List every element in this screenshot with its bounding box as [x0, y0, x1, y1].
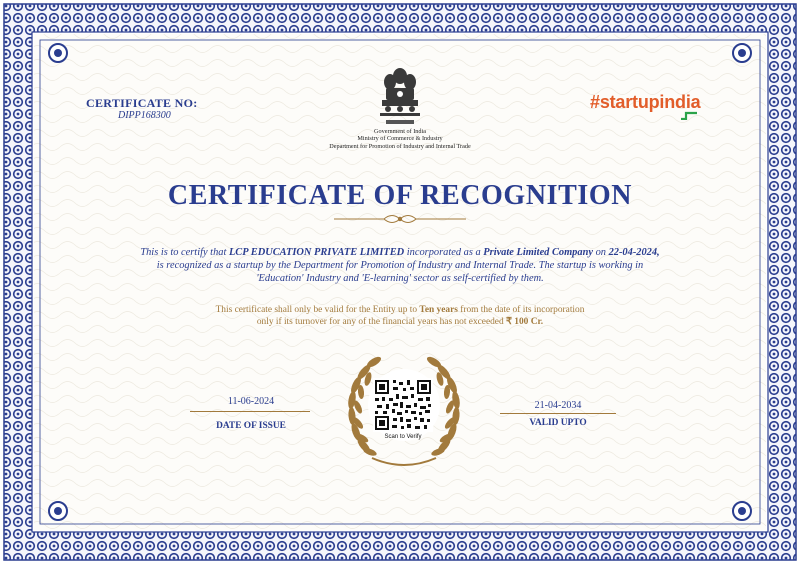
certificate-number-value: DIPP168300	[118, 110, 171, 121]
company-type: Private Limited Company	[483, 247, 593, 258]
national-emblem-icon	[372, 62, 428, 128]
issue-date: 11-06-2024	[227, 396, 275, 407]
recognition-statement	[80, 246, 720, 286]
startup-india-mark-icon	[680, 108, 698, 120]
government-line-1: Government of India	[374, 128, 426, 135]
validity-term: Ten years	[419, 305, 458, 315]
validity-line-1c: from the date of its incorporation	[460, 305, 585, 315]
certificate-number-label: CERTIFICATE NO:	[86, 96, 198, 110]
incorporation-date: 22-04-2024,	[608, 247, 660, 258]
statement-line-3: 'Education' Industry and 'E-learning' sector as self-certified by them.	[256, 273, 544, 285]
issue-date-label: DATE OF ISSUE	[216, 421, 286, 431]
qr-code[interactable]	[373, 378, 433, 432]
government-line-3: Department for Promotion of Industry and Internal Trade	[329, 142, 471, 150]
turnover-limit: ₹ 100 Cr.	[506, 317, 544, 327]
validity-statement	[140, 304, 660, 328]
government-line-2: Ministry of Commerce & Industry	[357, 135, 443, 143]
title-flourish-icon	[330, 212, 470, 226]
valid-upto-label: VALID UPTO	[529, 418, 587, 428]
certificate-title: CERTIFICATE OF RECOGNITION	[167, 180, 633, 211]
issue-divider	[190, 411, 310, 412]
statement-prefix: This is to certify that	[140, 247, 227, 258]
validity-line-2a: only if its turnover for any of the financial years has not exceeded	[256, 317, 504, 327]
statement-mid: incorporated as a	[406, 247, 481, 258]
scan-to-verify-label: Scan to Verify	[384, 434, 422, 440]
valid-upto-date: 21-04-2034	[534, 400, 582, 411]
brand-hash: #	[590, 92, 600, 112]
statement-on: on	[595, 247, 606, 258]
statement-line-2: is recognized as a startup by the Department for Promotion of Industry and Internal Trade. The startup is working in	[156, 260, 644, 272]
validity-line-1a: This certificate shall only be valid for the Entity up to	[215, 305, 418, 315]
government-heading	[290, 128, 510, 150]
company-name: LCP EDUCATION PRIVATE LIMITED	[228, 247, 405, 258]
valid-divider	[500, 413, 616, 414]
brand-part-2: india	[659, 92, 701, 112]
brand-part-1: startup	[599, 92, 660, 112]
